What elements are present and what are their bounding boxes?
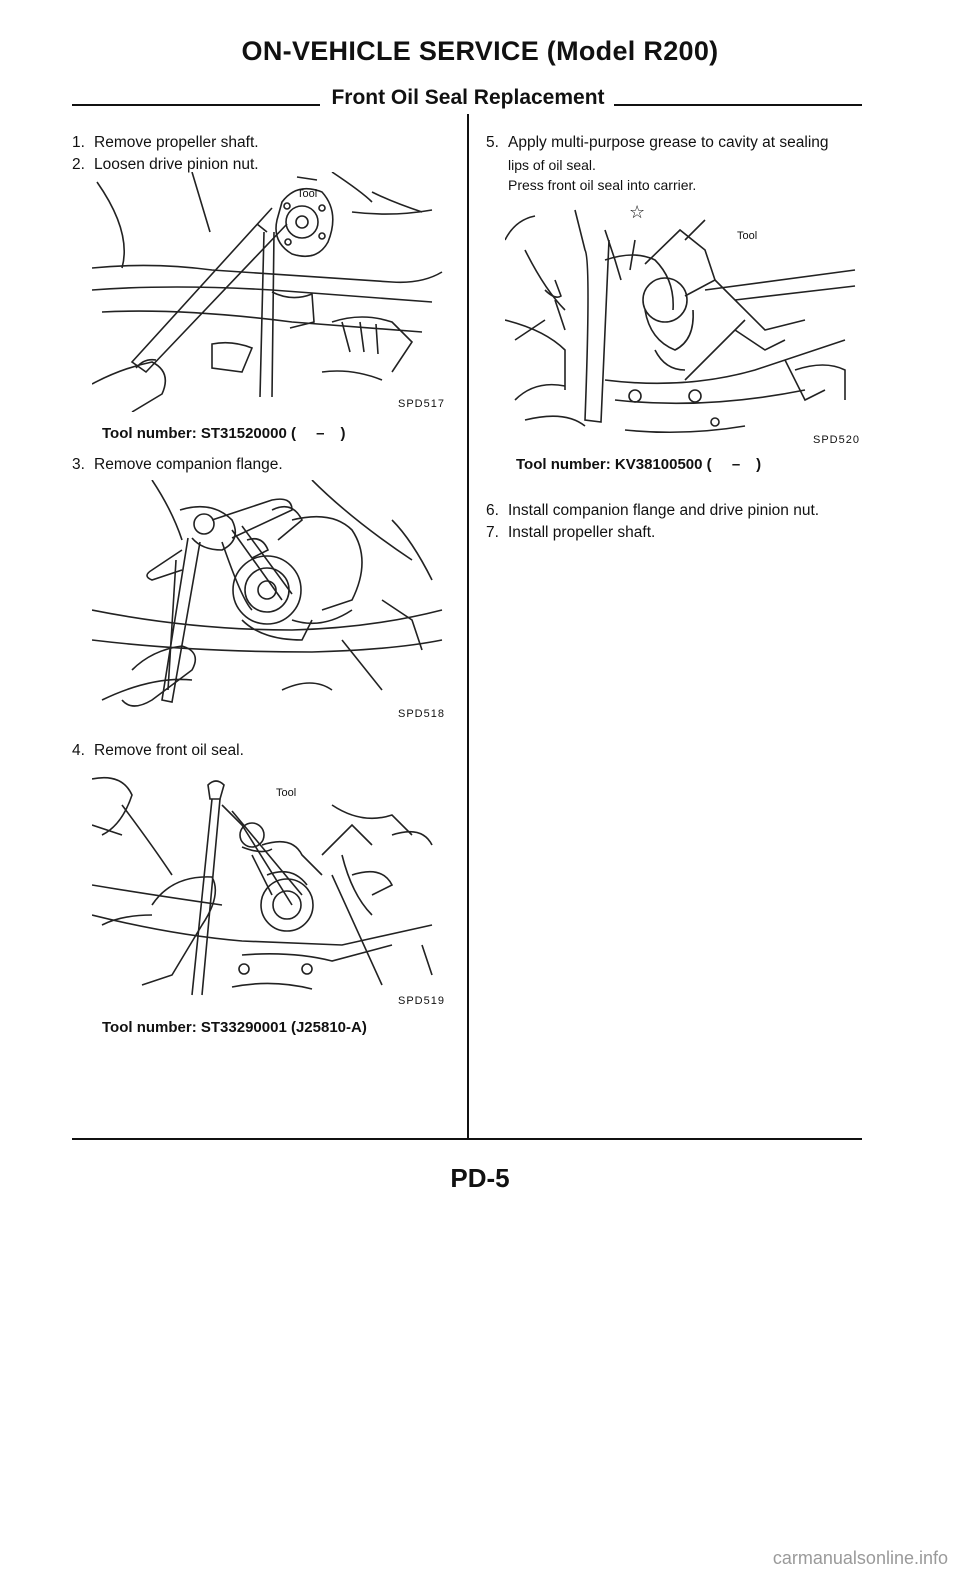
page-number: PD-5 <box>450 1163 510 1193</box>
step-text: Remove companion flange. <box>94 456 283 473</box>
step-number: 3. <box>72 456 85 473</box>
watermark: carmanualsonline.info <box>772 1548 948 1568</box>
tool-number-3 <box>102 1019 367 1036</box>
step-number: 5. <box>486 134 499 151</box>
step-5-line-2: lips of oil seal. <box>508 157 596 173</box>
step-text: Remove propeller shaft. <box>94 134 259 151</box>
tool-number-value: ST33290001 (J25810-A) <box>200 1019 367 1036</box>
seal-installer-illustration <box>505 200 861 445</box>
tool-number-dash: – <box>731 456 741 473</box>
figure-spd519 <box>92 765 448 1010</box>
step-number: 2. <box>72 156 85 173</box>
seal-remover-illustration <box>92 765 448 1010</box>
wrench-on-pinion-illustration <box>92 172 448 412</box>
figure-spd520 <box>505 200 861 445</box>
tool-number-label: Tool number: <box>102 425 197 442</box>
step-text: Remove front oil seal. <box>94 742 244 759</box>
tool-callout: Tool <box>276 787 297 799</box>
tool-callout: Tool <box>737 230 758 242</box>
bottom-rule <box>72 1138 862 1140</box>
step-text: Install companion flange and drive pinion nut. <box>508 502 820 519</box>
tool-number-label: Tool number: <box>516 456 611 473</box>
step-text: Install propeller shaft. <box>508 524 656 541</box>
step-5-line-3: Press front oil seal into carrier. <box>508 177 697 193</box>
tool-number-close: ) <box>756 456 762 473</box>
column-divider <box>467 114 469 1140</box>
figure-code: SPD518 <box>398 708 445 720</box>
tool-number-label: Tool number: <box>102 1019 197 1036</box>
step-1 <box>72 133 259 153</box>
figure-code: SPD517 <box>398 398 445 410</box>
tool-callout: Tool <box>297 188 318 200</box>
step-number: 6. <box>486 502 499 519</box>
figure-spd517 <box>92 172 448 412</box>
figure-spd518 <box>92 480 448 720</box>
heading-rule-right <box>614 104 862 106</box>
figure-code: SPD519 <box>398 995 445 1007</box>
step-7 <box>486 523 655 543</box>
tool-number-4 <box>516 456 761 473</box>
step-number: 4. <box>72 742 85 759</box>
heading-rule-left <box>72 104 320 106</box>
tool-number-dash: – <box>316 425 325 442</box>
step-5 <box>486 133 866 153</box>
figure-code: SPD520 <box>813 434 860 445</box>
step-3 <box>72 455 283 475</box>
section-subtitle: Front Oil Seal Replacement <box>331 86 605 109</box>
tool-number-close: ) <box>340 425 346 442</box>
flange-puller-illustration <box>92 480 448 720</box>
tool-number-1 <box>102 425 345 442</box>
section-heading <box>72 84 862 114</box>
step-4 <box>72 741 244 761</box>
step-number: 7. <box>486 524 499 541</box>
tool-number-value: KV38100500 ( <box>614 456 712 473</box>
step-6 <box>486 501 819 521</box>
page-title: ON-VEHICLE SERVICE (Model R200) <box>241 36 719 66</box>
step-text: Loosen drive pinion nut. <box>94 156 259 173</box>
tool-number-value: ST31520000 ( <box>200 425 296 442</box>
step-number: 1. <box>72 134 85 151</box>
star-icon: ☆ <box>629 202 646 222</box>
step-text: Apply multi-purpose grease to cavity at sealing <box>508 134 829 151</box>
